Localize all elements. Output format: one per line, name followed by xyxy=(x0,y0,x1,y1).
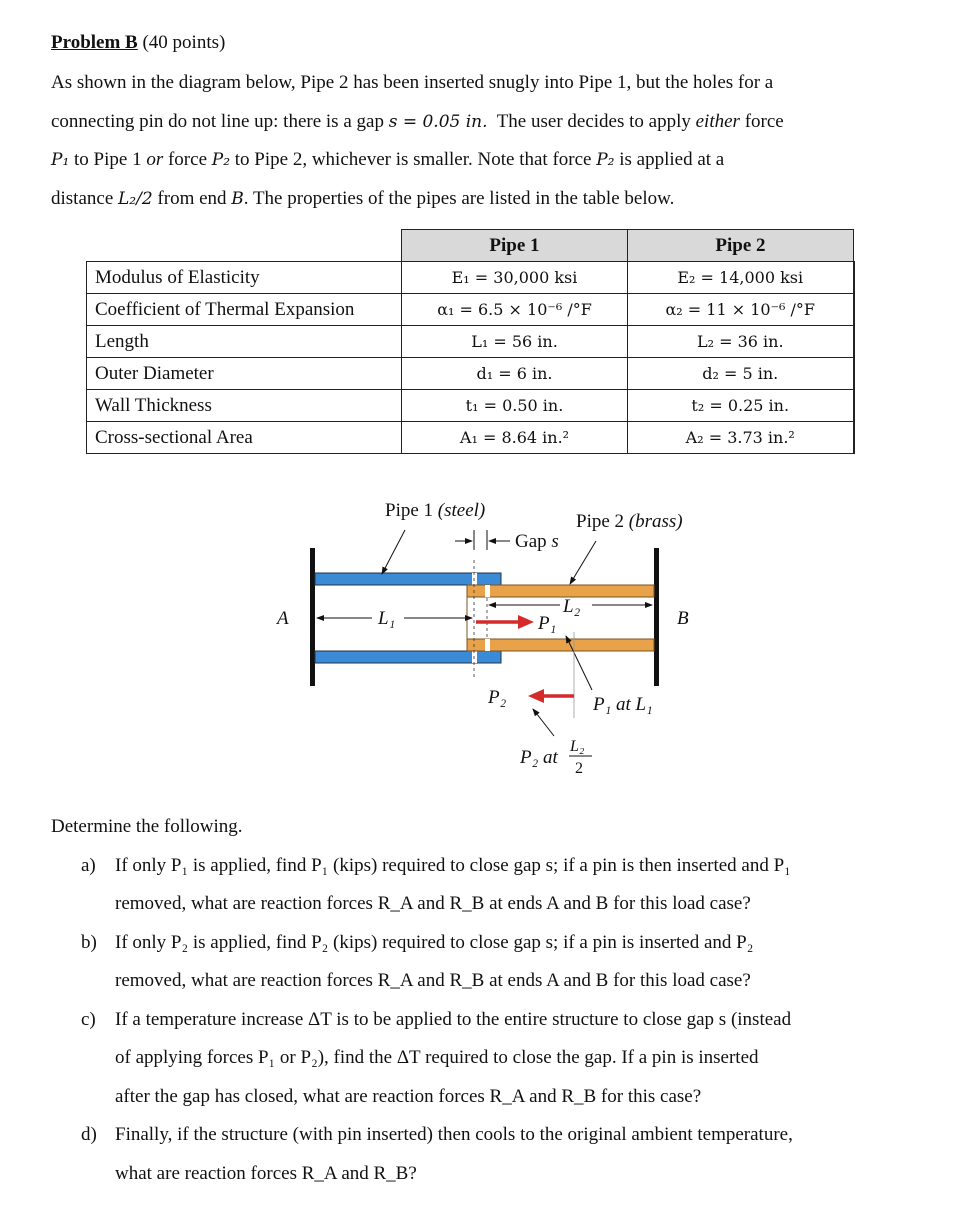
pipe1-value: t₁ = 0.50 in. xyxy=(402,390,628,422)
tasks-section xyxy=(51,808,931,1193)
problem-title: Problem B xyxy=(51,32,138,53)
row-label: Length xyxy=(87,326,402,358)
pipe1-leader xyxy=(382,530,405,574)
task-d-line-2: what are reaction forces R_A and R_B? xyxy=(115,1162,417,1184)
pipe2-value: α₂ = 11 × 10⁻⁶ /°F xyxy=(628,294,854,326)
pipe2-label: Pipe 2 (brass) xyxy=(576,511,683,532)
pipe1-value: L₁ = 56 in. xyxy=(402,326,628,358)
p2-at-leader xyxy=(533,709,554,736)
p2-at-label: P₂ at xyxy=(520,747,558,768)
intro-line-3: P₁ to Pipe 1 or force P₂ to Pipe 2, whichever is smaller. Note that force P₂ is applied at a xyxy=(51,149,725,170)
end-a-label: A xyxy=(277,608,289,629)
task-b-line-1: b) If only P₂ is applied, find P₂ (kips) required to close gap s; if a pin is inserted and P₂ xyxy=(81,931,754,953)
intro-line-4: distance L₂/2 from end B. The properties of the pipes are listed in the table below. xyxy=(51,187,675,209)
pipe1-value: d₁ = 6 in. xyxy=(402,358,628,390)
pipe2-bottom-wall xyxy=(467,639,654,651)
task-c-line-1: c) If a temperature increase ΔT is to be applied to the entire structure to close gap s (instead xyxy=(81,1008,792,1030)
pipe1-value: A₁ = 8.64 in.² xyxy=(402,422,628,454)
task-c-line-2: of applying forces P₁ or P₂), find the ΔT required to close the gap. If a pin is inserted xyxy=(115,1047,759,1068)
pipe2-leader xyxy=(570,541,596,584)
pipe1-label: Pipe 1 (steel) xyxy=(385,500,486,521)
l2-fraction-num: L₂ xyxy=(570,738,585,755)
problem-points: (40 points) xyxy=(142,32,226,53)
tasks-heading: Determine the following. xyxy=(51,816,243,837)
header-pipe-2: Pipe 2 xyxy=(628,230,854,262)
wall-b xyxy=(654,548,659,686)
intro-line-2: connecting pin do not line up: there is a gap s = 0.05 in. The user decides to apply either force xyxy=(51,110,784,132)
l2-fraction-den: 2 xyxy=(575,760,583,777)
row-label: Outer Diameter xyxy=(87,358,402,390)
wall-a xyxy=(310,548,315,686)
task-d-line-1: d) Finally, if the structure (with pin inserted) then cools to the original ambient temperature, xyxy=(81,1124,793,1145)
task-a-line-2: removed, what are reaction forces R_A and R_B at ends A and B for this load case? xyxy=(115,893,751,914)
intro-line-1: As shown in the diagram below, Pipe 2 has been inserted snugly into Pipe 1, but the holes for a xyxy=(51,72,774,93)
task-c-line-3: after the gap has closed, what are reaction forces R_A and R_B for this case? xyxy=(115,1085,702,1107)
task-a-line-1: a) If only P₁ is applied, find P₁ (kips) required to close gap s; if a pin is then inserted and P₁ xyxy=(81,854,791,876)
row-label: Cross-sectional Area xyxy=(87,422,402,454)
l1-label: L₁ xyxy=(378,608,396,629)
pipe1-hole-top xyxy=(472,573,477,585)
pipe2-value: d₂ = 5 in. xyxy=(628,358,854,390)
pipe2-value: A₂ = 3.73 in.² xyxy=(628,422,854,454)
p2-label: P₂ xyxy=(488,687,507,708)
pipe2-value: E₂ = 14,000 ksi xyxy=(628,262,854,294)
pipe2-hole-bottom xyxy=(485,639,490,651)
l2-label: L₂ xyxy=(563,596,581,617)
pipe2-value: L₂ = 36 in. xyxy=(628,326,854,358)
pipe1-hole-bottom xyxy=(472,651,477,663)
end-b-label: B xyxy=(677,608,689,629)
pipe2-hole-top xyxy=(485,585,490,597)
p1-at-l1-label: P₁ at L₁ xyxy=(593,694,653,715)
gap-label: Gap s xyxy=(515,531,559,552)
pipe1-value: α₁ = 6.5 × 10⁻⁶ /°F xyxy=(402,294,628,326)
row-label: Coefficient of Thermal Expansion xyxy=(87,294,402,326)
pipe2-value: t₂ = 0.25 in. xyxy=(628,390,854,422)
row-label: Modulus of Elasticity xyxy=(87,262,402,294)
p1-force-arrowhead xyxy=(518,615,534,629)
p2-force-arrowhead xyxy=(528,689,544,703)
task-b-line-2: removed, what are reaction forces R_A and R_B at ends A and B for this load case? xyxy=(115,970,751,991)
row-label: Wall Thickness xyxy=(87,390,402,422)
pipe1-value: E₁ = 30,000 ksi xyxy=(402,262,628,294)
pipe2-top-wall xyxy=(467,585,654,597)
header-pipe-1: Pipe 1 xyxy=(402,230,628,262)
p1-label: P₁ xyxy=(538,613,557,634)
